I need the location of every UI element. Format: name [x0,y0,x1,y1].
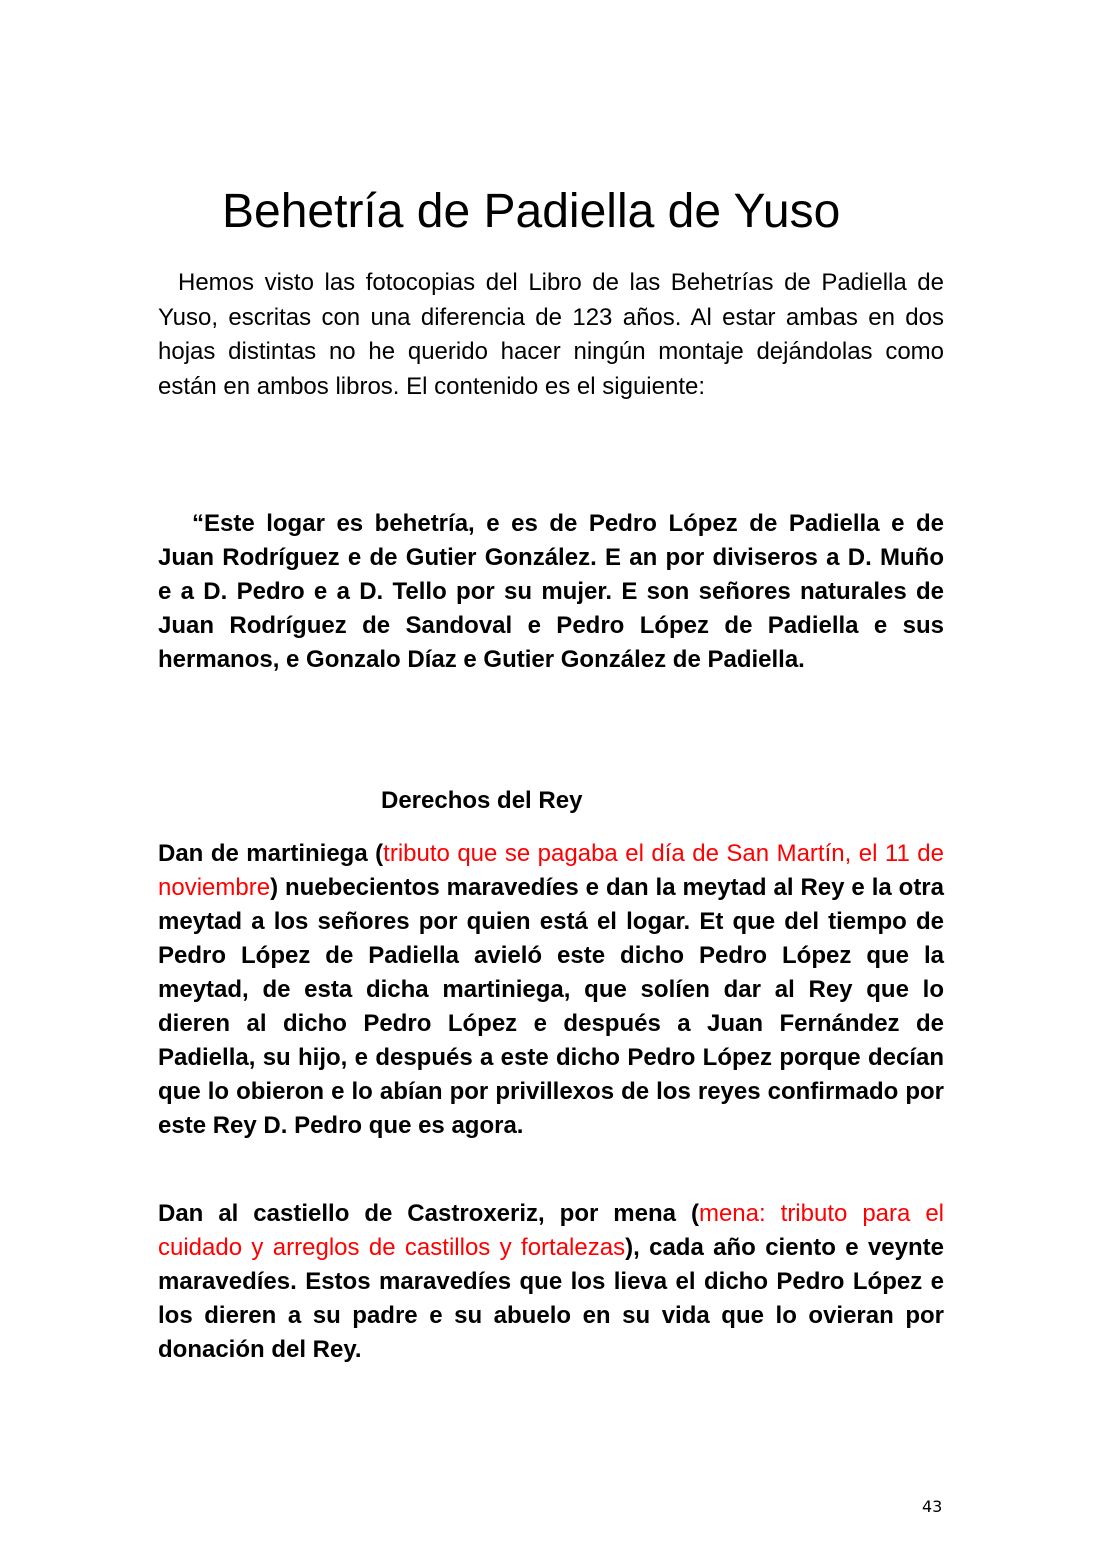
section-heading: Derechos del Rey [381,787,583,814]
quote-paragraph: “Este logar es behetría, e es de Pedro López de Padiella e de Juan Rodríguez e de Gutier González. E an por diviseros a D. Muño e a D. Pedro e a D. Tello por su mujer. E son señores naturales de Juan Rodríguez de Sandoval e Pedro López de Padiella e sus hermanos, e Gonzalo Díaz e Gutier González de Padiella. [158,510,944,673]
page-title: Behetría de Padiella de Yuso [222,185,841,238]
annotation-note: tributo que se pagaba el día de San Martín, el 11 de noviembre [158,840,944,901]
page-number: 43 [922,1497,943,1516]
paragraph-body-text: ) nuebecientos maravedíes e dan la meytad al Rey e la otra meytad a los señores por quien está el logar. Et que del tiempo de Pedro López de Padiella avieló este dicho Pedro López que la meytad, de esta dicha martiniega, que solíen dar al Rey que lo dieren al dicho Pedro López e después a Juan Fernández de Padiella, su hijo, e después a este dicho Pedro López porque decían que lo obieron e lo abían por privillexos de los reyes confirmado por este Rey D. Pedro que es agora. [158,874,944,1139]
annotation-note: mena: tributo para el cuidado y arreglos de castillos y fortalezas [158,1200,945,1261]
castiello-paragraph [158,1197,944,1367]
martiniega-paragraph [158,837,944,1143]
paragraph-lead-text: Dan de martiniega ( [158,840,384,867]
intro-paragraph: Hemos visto las fotocopias del Libro de las Behetrías de Padiella de Yuso, escritas con una diferencia de 123 años. Al estar ambas en dos hojas distintas no he querido hacer ningún montaje dejándolas como están en ambos libros. El contenido es el siguiente: [158,269,944,400]
paragraph-lead-text: Dan al castiello de Castroxeriz, por mena ( [158,1200,699,1227]
paragraph-body-text: ), cada año ciento e veynte maravedíes. Estos maravedíes que los lieva el dicho Pedro López e los dieren a su padre e su abuelo en su vida que lo ovieran por donación del Rey. [158,1234,945,1363]
